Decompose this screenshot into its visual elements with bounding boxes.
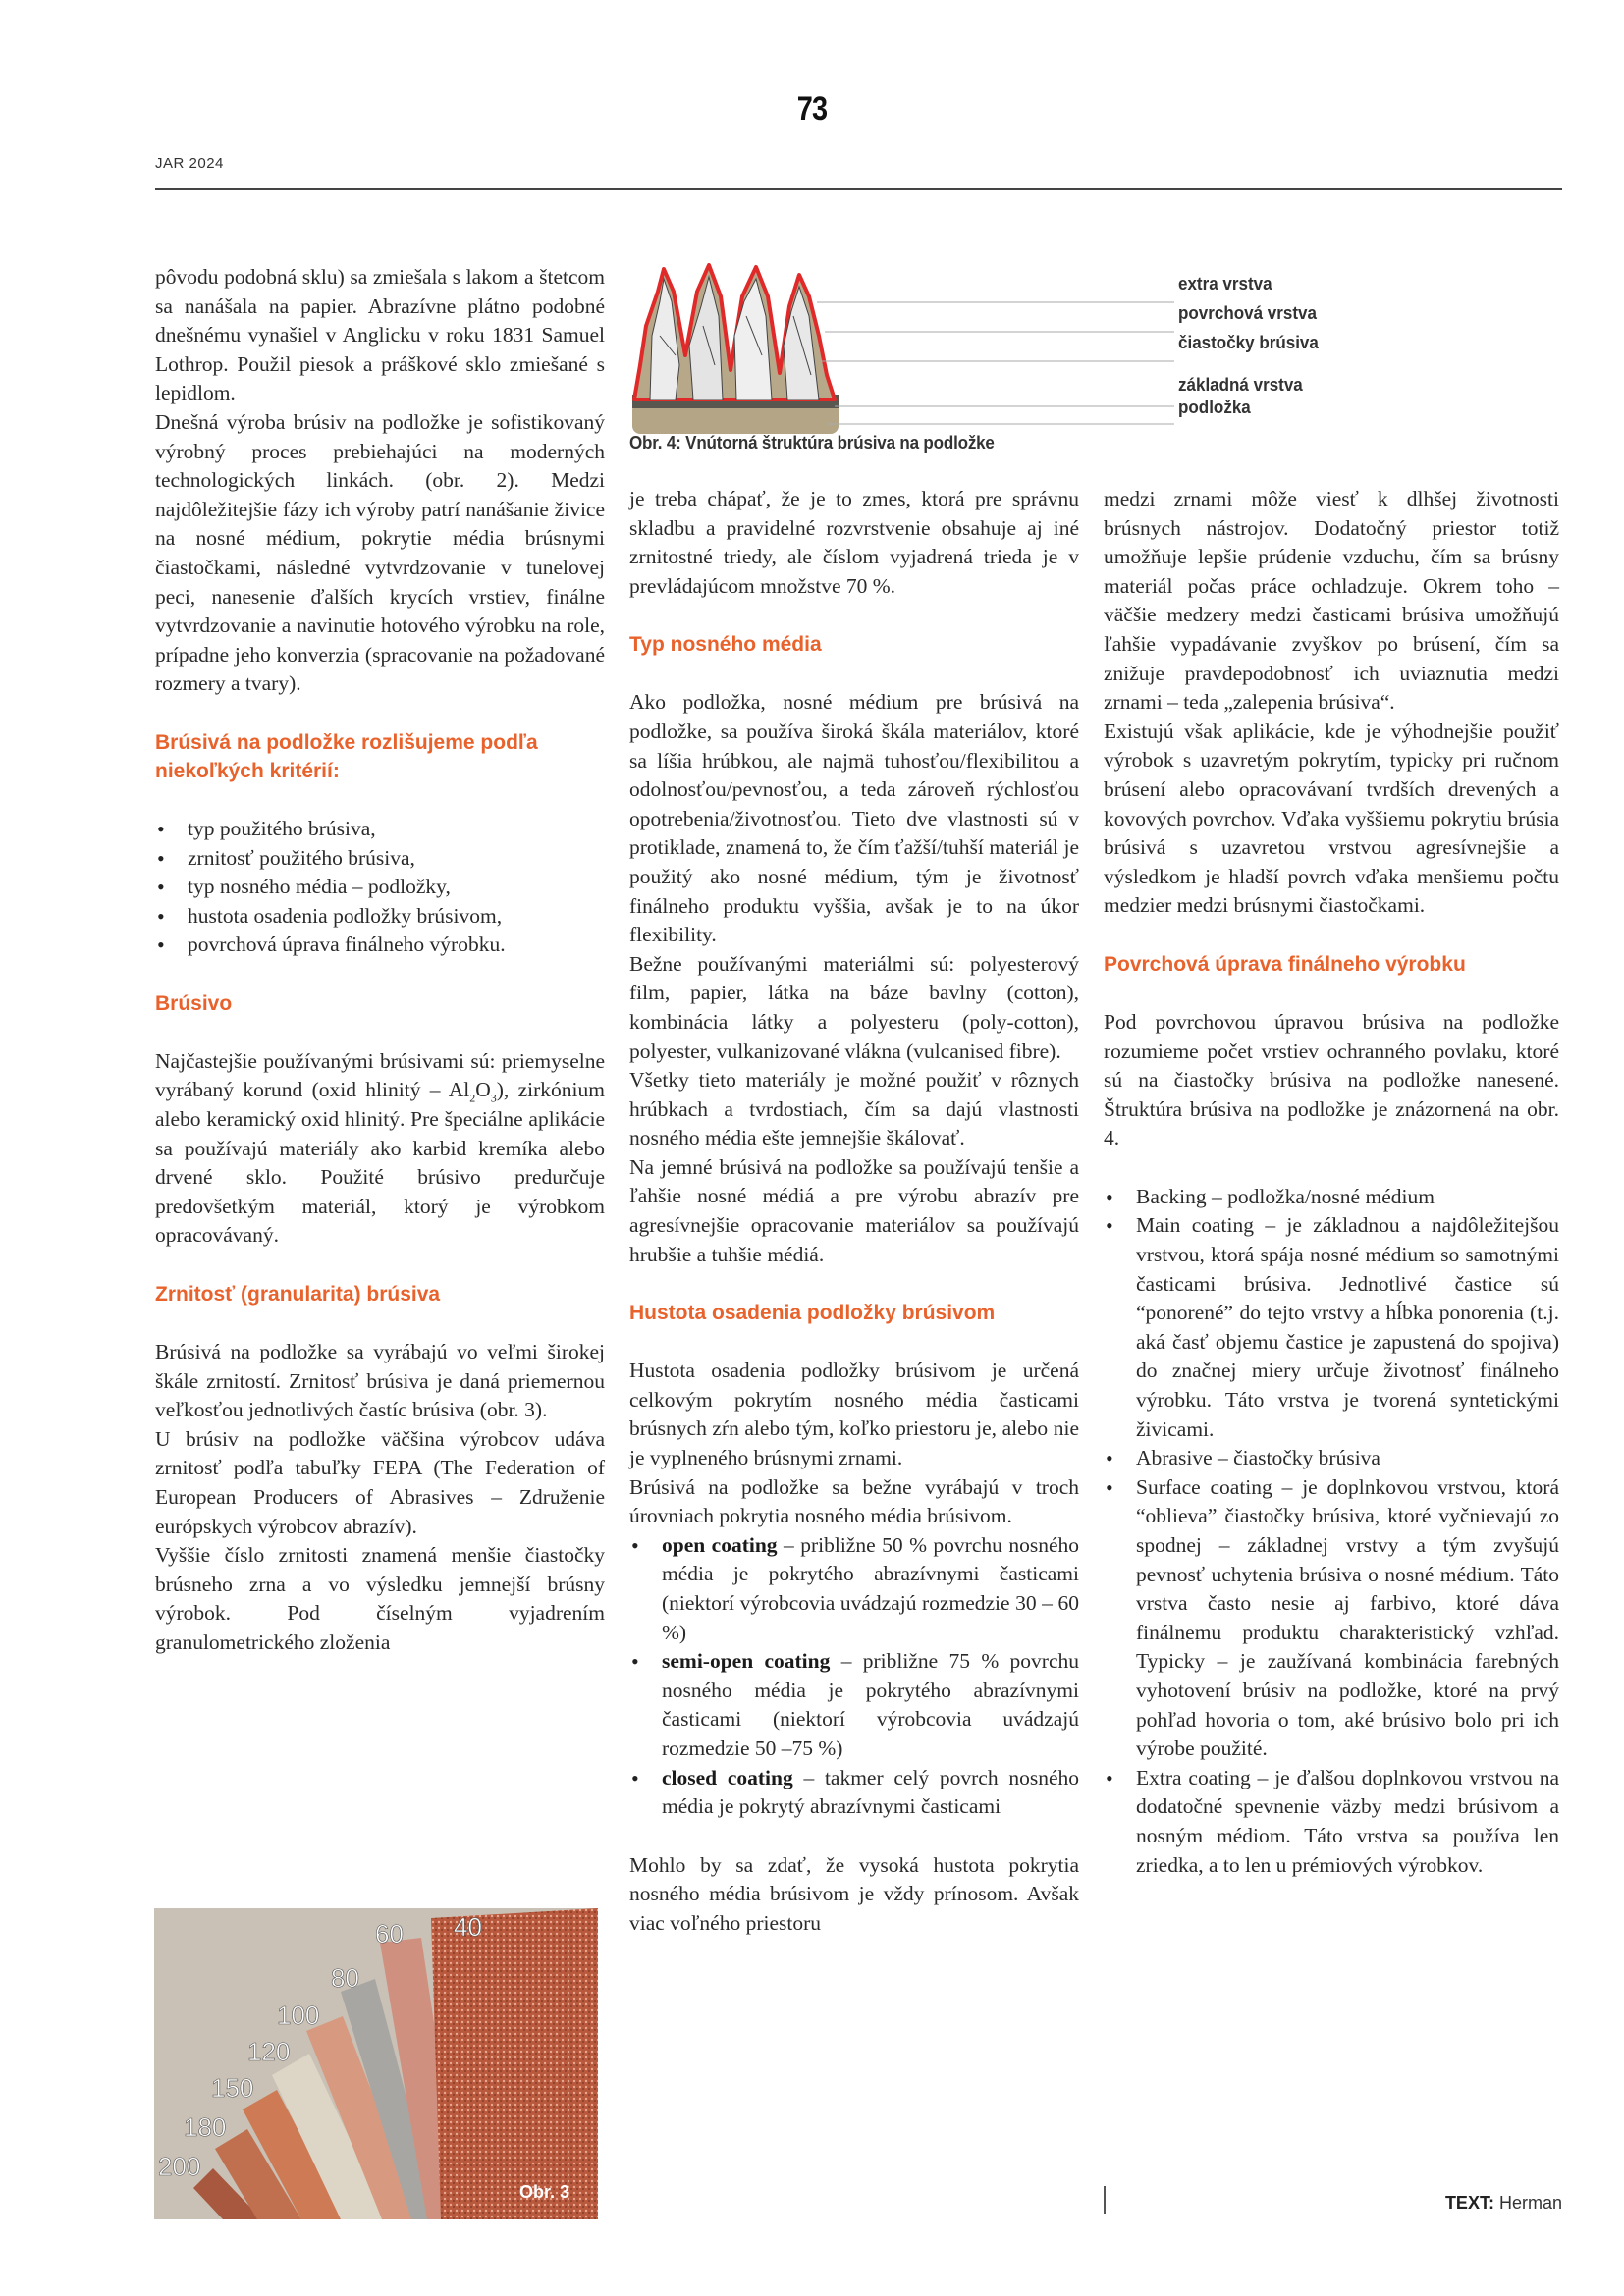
grit-number-paragraph: Vyššie číslo zrnitosti znamená menšie čiastočky brúsneho zrna a vo výsledku jemnejší brúsny výrobok. Pod číselným vyjadrením granulometrického zloženia (155, 1543, 605, 1654)
page-number: 73 (796, 90, 828, 128)
label-backing: podložka (1178, 397, 1251, 417)
abrasive-heading: Brúsivo (155, 991, 233, 1015)
column-2 (629, 485, 1079, 1939)
label-base-layer: základná vrstva (1178, 374, 1303, 395)
free-space-paragraph: medzi zrnami môže viesť k dlhšej životnosti brúsnych nástrojov. Dodatočný priestor totiž umožňuje lepšie prúdenie vzduchu, čím sa brúsny materiál počas práce ochladzuje. Okrem toho – väčšie medzery medzi časticami brúsiva umožňujú ľahšie vypadávanie zvyškov po brúsení, čím sa znižuje pravdepodobnosť ich uviaznutia medzi zrnami – teda „zalepenia brúsiva“. (1104, 487, 1559, 715)
abrasive-paragraph: Najčastejšie používanými brúsivami sú: priemyselne vyrábaný korund (oxid hlinitý – $Al_2O_3$), zirkónium alebo keramický oxid hlinitý. Pre špeciálne aplikácie sa používajú materiály ako karbid kremíka alebo drvené sklo. Použité brúsivo predurčuje predovšetkým materiál, ktorý je výrobkom opracovávaný. (155, 1048, 605, 1248)
list-item: • Extra coating – je ďalšou doplnkovou vrstvou na dodatočné spevnenie väzby medzi brúsivom a nosným médiom. Táto vrstva sa používa len zriedka, a to len u prémiových výrobkov. (1104, 1764, 1559, 1880)
byline: TEXT: Herman (1444, 2193, 1562, 2213)
grit-label-40: 40 (454, 1912, 482, 1942)
grit-label-180: 180 (184, 2112, 227, 2142)
density-benefit-paragraph: Mohlo by sa zdať, že vysoká hustota pokrytia nosného média brúsivom je vždy prínosom. Avšak viac voľného priestoru (629, 1852, 1079, 1935)
grit-label-80: 80 (331, 1963, 359, 1993)
sandpaper-grit-photo (154, 1908, 598, 2219)
grit-label-60: 60 (375, 1919, 404, 1949)
surface-heading: Povrchová úprava finálneho výrobku (1104, 952, 1466, 976)
list-item: • Surface coating – je doplnkovou vrstvou, ktorá “oblieva” čiastočky brúsiva, ktoré vyčnievajú zo spodnej – základnej vrstvy a tým zvyšujú pevnosť uchytenia brúsiva o nosné médium. Táto vrstva často nesie aj farbivo, ktoré dáva finálnemu produktu charakteristický vzhľad. Typicky – je zaužívaná kombinácia farebných vyhotovení brúsiv na podložke, ktoré na prvý pohľad hovoria o tom, aké brúsivo bolo pri ich výrobe použité. (1104, 1473, 1559, 1764)
layer-list (1104, 1183, 1559, 1880)
grit-label-120: 120 (247, 2037, 291, 2066)
grit-label-150: 150 (211, 2073, 254, 2103)
list-item: • Abrasive – čiastočky brúsiva (1104, 1444, 1559, 1473)
criteria-heading: Brúsivá na podložke rozlišujeme podľa niekoľkých kritérií: (155, 730, 538, 782)
list-item: • open coating – približne 50 % povrchu nosného média je pokrytého abrazívnymi časticami (niektorí výrobcovia uvádzajú rozmedzie 30 – 60 %) (629, 1531, 1079, 1647)
density-paragraph: Hustota osadenia podložky brúsivom je určená celkovým pokrytím nosného média časticami brúsnych zŕn alebo tým, koľko priestoru je, alebo nie je vyplneného brúsnymi zrnami. (629, 1359, 1079, 1470)
list-item: • zrnitosť použitého brúsiva, (155, 844, 605, 874)
grit-label-200: 200 (158, 2152, 201, 2181)
grit-heading: Zrnitosť (granularita) brúsiva (155, 1283, 441, 1307)
figure3-caption: Obr. 3 (519, 2182, 570, 2202)
media-heading: Typ nosného média (629, 633, 822, 657)
coating-list (629, 1531, 1079, 1822)
intro-paragraph: pôvodu podobná sklu) sa zmiešala s lakom a štetcom sa nanášala na papier. Abrazívne plátno podobné dnešnému vynašiel v Anglicku v roku 1831 Samuel Lothrop. Použil piesok a práškové sklo zmiešané s lepidlom. (155, 265, 605, 405)
media-paragraph: Ako podložka, nosné médium pre brúsivá na podložke, sa používa široká škála materiálov, ktoré sa líšia hrúbkou, ale najmä tuhosťou/flexibilitou a odolnosťou/pevnosťou, a teda zároveň rýchlosťou opotrebenia/životnosťou. Tieto dve vlastnosti sú v protiklade, znamená to, že čím ťažší/tuhší materiál je použitý ako nosné médium, tým je životnosť finálneho produktu vyššia, avšak je to na úkor flexibility. (629, 690, 1079, 947)
list-item: • typ nosného média – podložky, (155, 873, 605, 902)
list-item: • semi-open coating – približne 75 % povrchu nosného média je pokrytého abrazívnymi časticami (niektorí výrobcovia uvádzajú rozmedzie 50 –75 %) (629, 1647, 1079, 1763)
coverage-levels-paragraph: Brúsivá na podložke sa bežne vyrábajú v troch úrovniach pokrytia nosného média brúsivom. (629, 1474, 1079, 1528)
list-item: • Main coating – je základnou a najdôležitejšou vrstvou, ktorá spája nosné médium so samotnými časticami brúsiva. Jednotlivé častice sú “ponorené” do tejto vrstvy a hĺbka ponorenia (t.j. aká časť objemu častice je zapustená do spojiva) do značnej miery určuje životnosť finálneho výrobku. Táto vrstva je tvorená syntetickými živicami. (1104, 1211, 1559, 1444)
list-item: • povrchová úprava finálneho výrobku. (155, 931, 605, 960)
header-divider (155, 188, 1562, 190)
materials-paragraph: Bežne používanými materiálmi sú: polyesterový film, papier, látka na báze bavlny (cotton), kombinácia látky a polyesteru (poly-cotton), polyester, vulkanizované vlákna (vulcanised fibre). (629, 951, 1079, 1063)
label-extra-layer: extra vrstva (1178, 273, 1272, 294)
fine-media-paragraph: Na jemné brúsivá na podložke sa používajú tenšie a ľahšie nosné médiá a pre výrobu abrazív pre agresívnejšie opracovanie materiálov sa používajú hrubšie a tuhšie médiá. (629, 1154, 1079, 1266)
list-item: • closed coating – takmer celý povrch nosného média je pokrytý abrazívnymi časticami (629, 1764, 1079, 1822)
list-item: • Backing – podložka/nosné médium (1104, 1183, 1559, 1212)
grit-paragraph: Brúsivá na podložke sa vyrábajú vo veľmi širokej škále zrnitostí. Zrnitosť brúsiva je daná priemernou veľkosťou jednotlivých častíc brúsiva (obr. 3). (155, 1340, 605, 1422)
thickness-paragraph: Všetky tieto materiály je možné použiť v rôznych hrúbkach a tvrdostiach, čím sa dajú vlastnosti nosného média ešte jemnejšie škálovať. (629, 1068, 1079, 1150)
footer-divider (1104, 2186, 1106, 2214)
grit-label-100: 100 (277, 2001, 320, 2030)
closed-coating-paragraph: Existujú však aplikácie, kde je výhodnejšie použiť výrobok s uzavretým pokrytím, typicky pri ručnom brúsení alebo opracovávaní tvrdších drevených a kovových povrchov. Vďaka vyššiemu pokrytiu brúsia brúsivá s uzavretou vrstvou agresívnejšie a výsledkom je hladší povrch vďaka menšiemu počtu medzier medzi brúsnymi čiastočkami. (1104, 719, 1559, 918)
criteria-list (155, 815, 605, 960)
production-paragraph: Dnešná výroba brúsiv na podložke je sofistikovaný výrobný proces prebiehajúci na moderných technologických linkách. (obr. 2). Medzi najdôležitejšie fázy ich výroby patrí nanášanie živice na nosné médium, pokrytie média brúsnymi čiastočkami, následné vytvrdzovanie v tunelovej peci, nanesenie ďalších krycích vrstiev, finálne vytvrdzovanie a navinutie hotového výrobku na role, prípadne jeho konverzia (spracovanie na požadované rozmery a tvary). (155, 409, 605, 696)
column-3 (1104, 485, 1559, 1880)
density-heading: Hustota osadenia podložky brúsivom (629, 1302, 996, 1325)
list-item: • typ použitého brúsiva, (155, 815, 605, 844)
issue-label: JAR 2024 (155, 155, 224, 172)
surface-paragraph: Pod povrchovou úpravou brúsiva na podložke rozumieme počet vrstiev ochranného povlaku, ktoré sú na čiastočky brúsiva na podložke nanesené. Štruktúra brúsiva na podložke je znázornená na obr. 4. (1104, 1009, 1559, 1150)
grit-continuation-paragraph: je treba chápať, že je to zmes, ktorá pre správnu skladbu a pravidelné rozvrstvenie obsahuje aj iné zrnitostné triedy, ale číslom vyjadrená trieda je v prevládajúcom množstve 70 %. (629, 487, 1079, 598)
fepa-paragraph: U brúsiv na podložke väčšina výrobcov udáva zrnitosť podľa tabuľky FEPA (The Federation of European Producers of Abrasives – Združenie európskych výrobcov abrazív). (155, 1426, 605, 1538)
column-1 (155, 263, 605, 1658)
label-surface-layer: povrchová vrstva (1178, 302, 1317, 323)
label-abrasive-grains: čiastočky brúsiva (1178, 332, 1319, 352)
list-item: • hustota osadenia podložky brúsivom, (155, 902, 605, 932)
figure4-caption: Obr. 4: Vnútorná štruktúra brúsiva na podložke (629, 432, 995, 453)
